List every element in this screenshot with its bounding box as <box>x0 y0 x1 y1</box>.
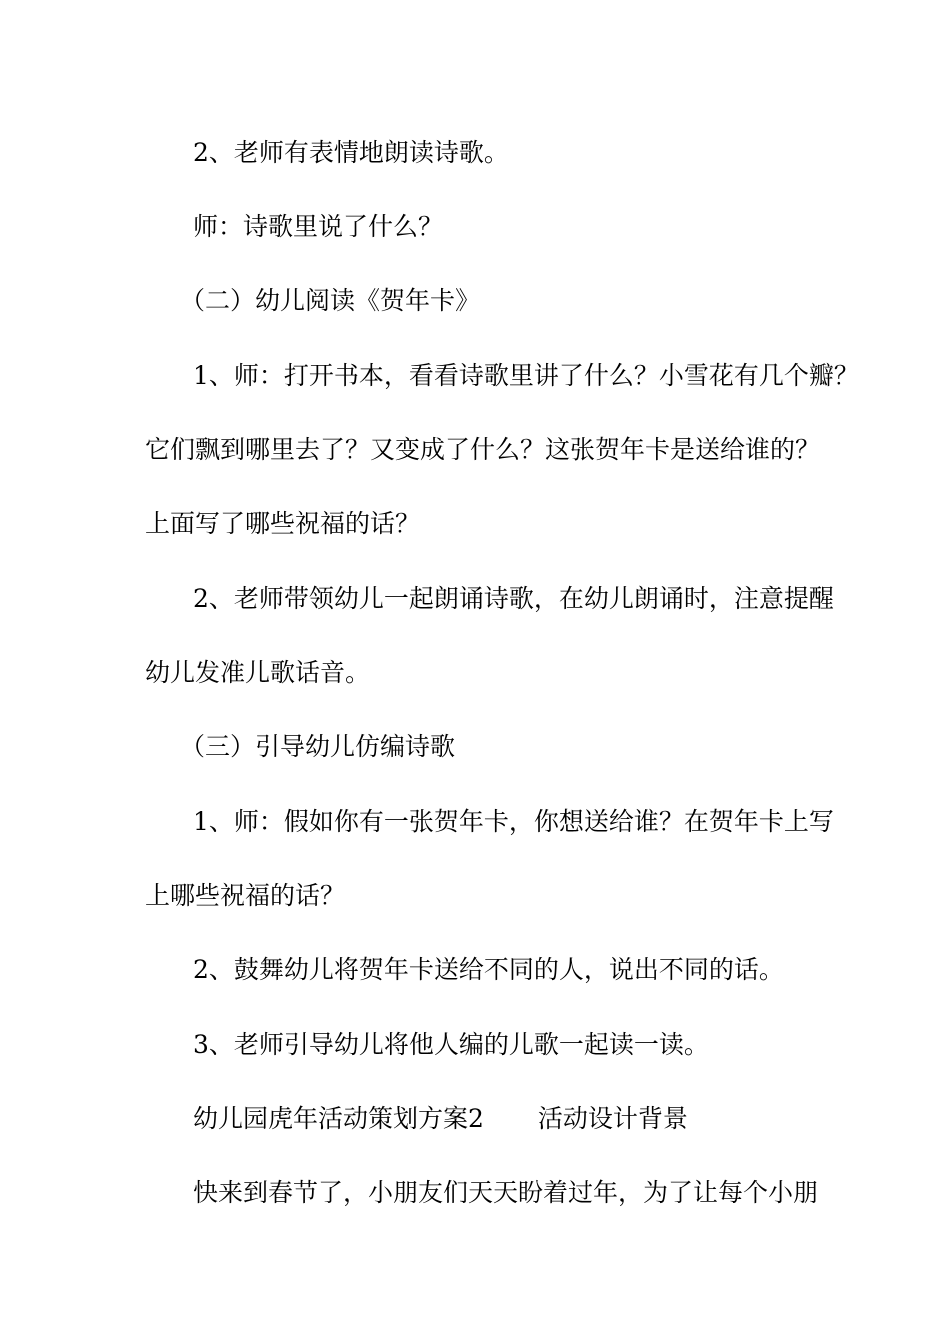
paragraph-line: 2、老师带领幼儿一起朗诵诗歌，在幼儿朗诵时，注意提醒 <box>193 584 834 613</box>
paragraph-line: 1、师：假如你有一张贺年卡，你想送给谁？在贺年卡上写 <box>193 807 834 836</box>
paragraph-line: 师：诗歌里说了什么？ <box>193 212 444 241</box>
paragraph-line: 它们飘到哪里去了？又变成了什么？这张贺年卡是送给谁的？ <box>145 435 821 464</box>
paragraph-line: 2、老师有表情地朗读诗歌。 <box>193 138 509 167</box>
paragraph-line: 上面写了哪些祝福的话？ <box>145 509 421 538</box>
section-title-line <box>193 1103 688 1135</box>
paragraph-line: 1、师：打开书本，看看诗歌里讲了什么？小雪花有几个瓣？ <box>193 361 859 390</box>
section-heading: （二）幼儿阅读《贺年卡》 <box>180 286 481 315</box>
section-title: 幼儿园虎年活动策划方案2 <box>193 1104 484 1133</box>
section-heading: （三）引导幼儿仿编诗歌 <box>180 732 456 761</box>
paragraph-line: 快来到春节了，小朋友们天天盼着过年，为了让每个小朋 <box>193 1178 819 1207</box>
paragraph-line: 3、老师引导幼儿将他人编的儿歌一起读一读。 <box>193 1030 709 1059</box>
paragraph-line: 上哪些祝福的话？ <box>145 881 346 910</box>
paragraph-line: 2、鼓舞幼儿将贺年卡送给不同的人，说出不同的话。 <box>193 955 784 984</box>
section-subtitle: 活动设计背景 <box>537 1104 688 1133</box>
paragraph-line: 幼儿发准儿歌话音。 <box>145 658 371 687</box>
